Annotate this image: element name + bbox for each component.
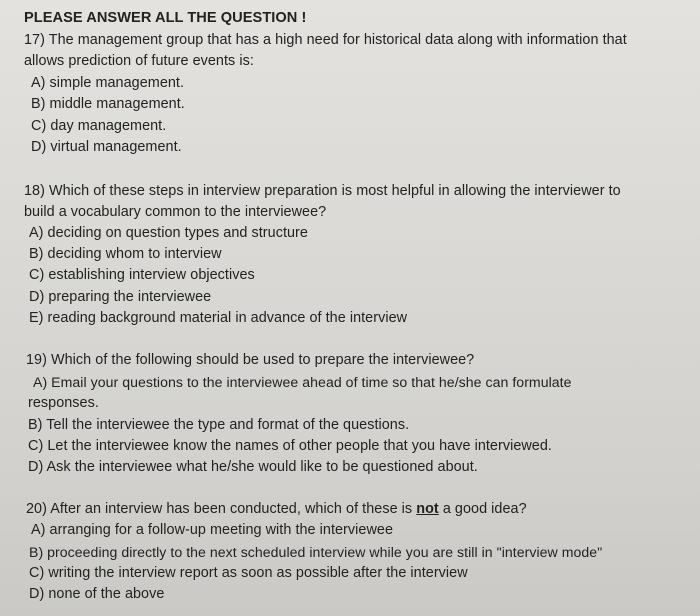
question-18-stem-line-2: build a vocabulary common to the interviewee? [24, 204, 327, 220]
question-18-option-d: D) preparing the interviewee [29, 289, 212, 305]
question-19-option-c: C) Let the interviewee know the names of other people that you have interviewed. [28, 438, 552, 454]
question-17-option-c: C) day management. [31, 118, 167, 134]
question-18-stem-line-1: 18) Which of these steps in interview preparation is most helpful in allowing the interviewer to [24, 183, 621, 199]
question-17-option-b: B) middle management. [31, 96, 185, 112]
question-19-stem: 19) Which of the following should be used to prepare the interviewee? [26, 352, 475, 368]
question-20-stem-emphasis: not [416, 501, 439, 517]
question-18-option-a: A) deciding on question types and structure [29, 225, 308, 241]
question-19-option-a: A) Email your questions to the interviewee ahead of time so that he/she can formulate [33, 374, 572, 390]
question-19-option-d: D) Ask the interviewee what he/she would like to be questioned about. [28, 459, 478, 475]
question-20-stem [26, 500, 527, 518]
question-20-option-c: C) writing the interview report as soon as possible after the interview [29, 565, 468, 581]
question-18-option-e: E) reading background material in advance of the interview [29, 310, 408, 326]
question-20-option-a: A) arranging for a follow-up meeting with the interviewee [31, 522, 393, 538]
question-20-stem-start: 20) After an interview has been conducted, which of these is [26, 501, 417, 517]
question-20-stem-end: a good idea? [438, 501, 527, 517]
question-17-option-a: A) simple management. [31, 75, 185, 91]
question-20-option-b: B) proceeding directly to the next scheduled interview while you are still in "interview mode" [29, 544, 603, 560]
question-18-option-c: C) establishing interview objectives [29, 267, 255, 283]
question-17-option-d: D) virtual management. [31, 139, 182, 155]
question-17-stem-line-1: 17) The management group that has a high need for historical data along with information that [24, 32, 627, 48]
question-19-option-a-continued: responses. [28, 395, 99, 411]
page-heading: PLEASE ANSWER ALL THE QUESTION ! [24, 10, 307, 26]
question-19-option-b: B) Tell the interviewee the type and format of the questions. [28, 417, 410, 433]
question-20-option-d: D) none of the above [29, 586, 165, 602]
question-18-option-b: B) deciding whom to interview [29, 246, 222, 262]
question-17-stem-line-2: allows prediction of future events is: [24, 53, 254, 69]
